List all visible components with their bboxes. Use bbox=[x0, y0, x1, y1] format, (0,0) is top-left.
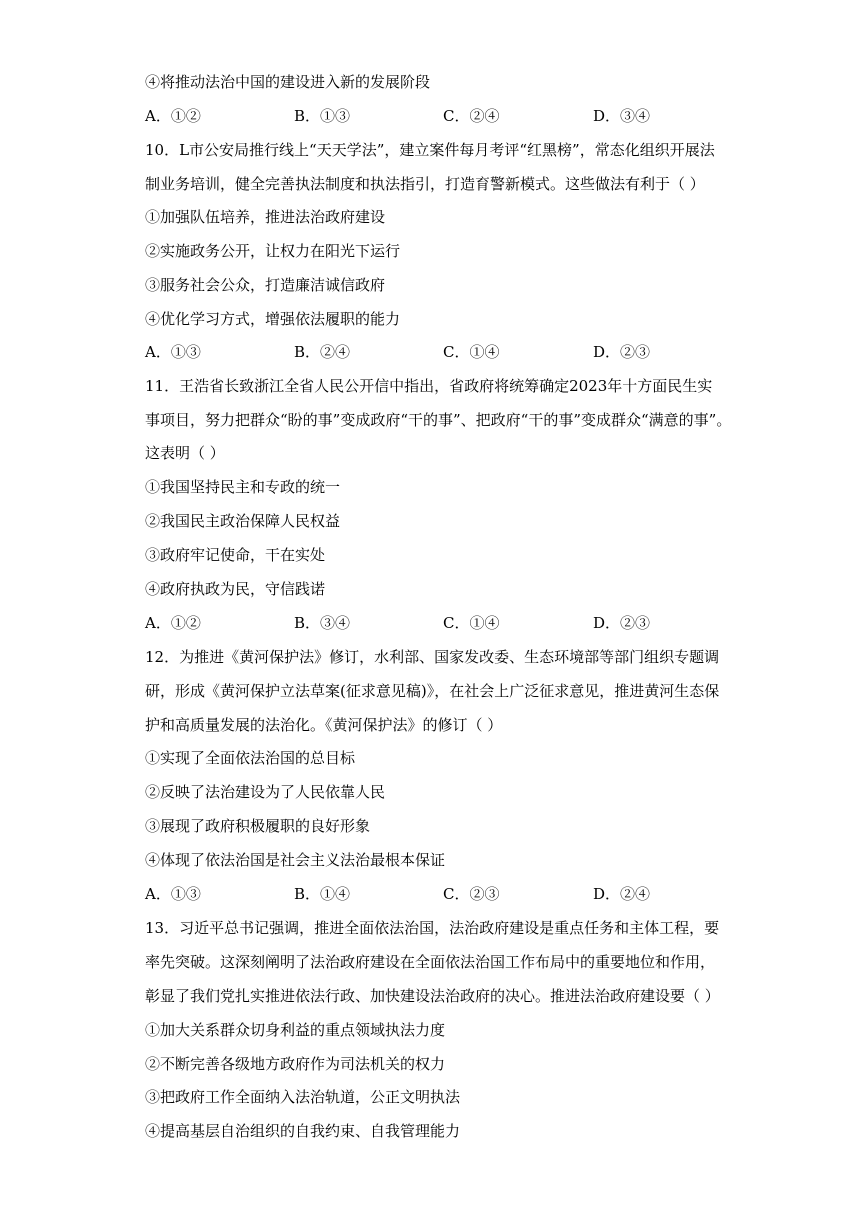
q11-item-2: ②我国民主政治保障人民权益 bbox=[145, 512, 341, 530]
q10-stem-line-1: 10．L市公安局推行线上“天天学法”，建立案件每月考评“红黑榜”，常态化组织开展法 bbox=[145, 141, 715, 159]
q12-item-3: ③展现了政府积极履职的良好形象 bbox=[145, 817, 371, 835]
q12-stem-line-1: 12．为推进《黄河保护法》修订，水利部、国家发改委、生态环境部等部门组织专题调 bbox=[145, 648, 720, 666]
q10-item-4: ④优化学习方式，增强依法履职的能力 bbox=[145, 310, 401, 328]
q10-option-b[interactable]: B．②④ bbox=[294, 343, 351, 361]
q12-stem-line-2: 研，形成《黄河保护立法草案(征求意见稿)》，在社会上广泛征求意见，推进黄河生态保 bbox=[145, 682, 720, 700]
q12-options bbox=[145, 877, 725, 911]
q13-item-2: ②不断完善各级地方政府作为司法机关的权力 bbox=[145, 1055, 446, 1073]
q9-item-4: ④将推动法治中国的建设进入新的发展阶段 bbox=[145, 73, 431, 91]
q12-item-1: ①实现了全面依法治国的总目标 bbox=[145, 749, 356, 767]
q13-item-1: ①加大关系群众切身利益的重点领域执法力度 bbox=[145, 1021, 446, 1039]
q11-item-3: ③政府牢记使命，干在实处 bbox=[145, 546, 326, 564]
q10-options bbox=[145, 335, 725, 369]
q13-item-4: ④提高基层自治组织的自我约束、自我管理能力 bbox=[145, 1122, 461, 1140]
q9-option-d[interactable]: D．③④ bbox=[593, 107, 651, 125]
q12-option-c[interactable]: C．②③ bbox=[443, 885, 500, 903]
q11-item-4: ④政府执政为民，守信践诺 bbox=[145, 580, 326, 598]
q11-item-1: ①我国坚持民主和专政的统一 bbox=[145, 478, 341, 496]
q12-stem-line-3: 护和高质量发展的法治化。《黄河保护法》的修订（ ） bbox=[145, 716, 503, 734]
q10-option-d[interactable]: D．②③ bbox=[593, 343, 651, 361]
q12-option-b[interactable]: B．①④ bbox=[294, 885, 351, 903]
q12-item-2: ②反映了法治建设为了人民依靠人民 bbox=[145, 783, 386, 801]
q11-stem-line-3: 这表明（ ） bbox=[145, 444, 225, 462]
q10-option-a[interactable]: A．①③ bbox=[145, 343, 201, 361]
q11-stem-line-2: 事项目，努力把群众“盼的事”变成政府“干的事”、把政府“干的事”变成群众“满意的事”。 bbox=[145, 411, 732, 429]
q10-stem-line-2: 制业务培训，健全完善执法制度和执法指引，打造育警新模式。这些做法有利于（ ） bbox=[145, 175, 705, 193]
q10-item-1: ①加强队伍培养，推进法治政府建设 bbox=[145, 208, 386, 226]
q11-option-d[interactable]: D．②③ bbox=[593, 614, 651, 632]
q11-options bbox=[145, 606, 725, 640]
q13-stem-line-3: 彰显了我们党扎实推进依法行政、加快建设法治政府的决心。推进法治政府建设要（ ） bbox=[145, 987, 720, 1005]
q13-item-3: ③把政府工作全面纳入法治轨道，公正文明执法 bbox=[145, 1088, 461, 1106]
q11-option-c[interactable]: C．①④ bbox=[443, 614, 500, 632]
q11-option-b[interactable]: B．③④ bbox=[294, 614, 351, 632]
q10-item-3: ③服务社会公众，打造廉洁诚信政府 bbox=[145, 276, 386, 294]
q11-option-a[interactable]: A．①② bbox=[145, 614, 201, 632]
q13-stem-line-1: 13．习近平总书记强调，推进全面依法治国，法治政府建设是重点任务和主体工程，要 bbox=[145, 919, 720, 937]
q9-options bbox=[145, 99, 725, 133]
q9-option-a[interactable]: A．①② bbox=[145, 107, 201, 125]
q9-option-c[interactable]: C．②④ bbox=[443, 107, 500, 125]
q11-stem-line-1: 11．王浩省长致浙江全省人民公开信中指出，省政府将统筹确定2023年十方面民生实 bbox=[145, 377, 713, 395]
q10-item-2: ②实施政务公开，让权力在阳光下运行 bbox=[145, 242, 401, 260]
q12-option-a[interactable]: A．①③ bbox=[145, 885, 201, 903]
q10-option-c[interactable]: C．①④ bbox=[443, 343, 500, 361]
q13-stem-line-2: 率先突破。这深刻阐明了法治政府建设在全面依法治国工作布局中的重要地位和作用， bbox=[145, 953, 716, 971]
q9-option-b[interactable]: B．①③ bbox=[294, 107, 351, 125]
q12-option-d[interactable]: D．②④ bbox=[593, 885, 651, 903]
q12-item-4: ④体现了依法治国是社会主义法治最根本保证 bbox=[145, 851, 446, 869]
